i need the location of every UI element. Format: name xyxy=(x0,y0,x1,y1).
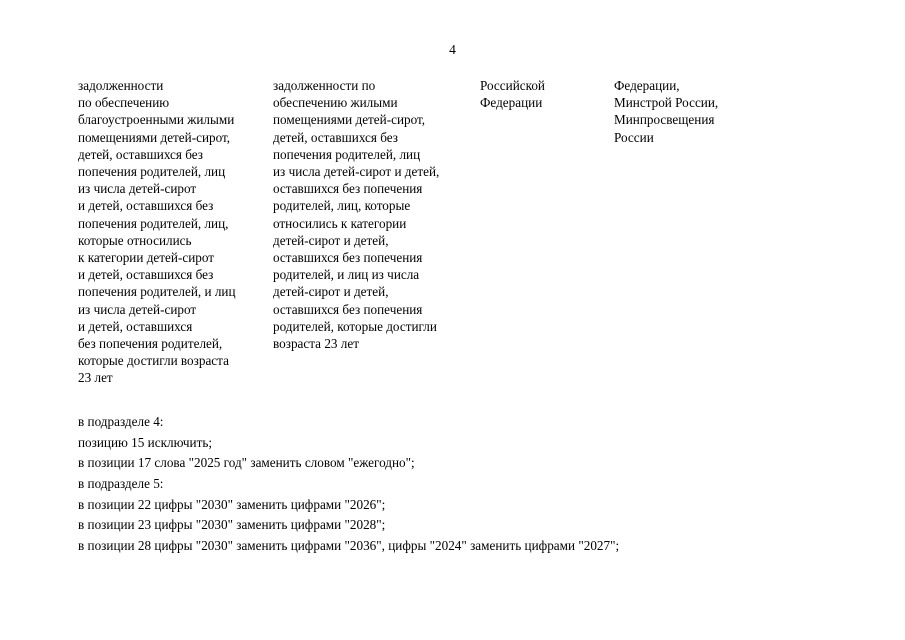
table-cell-indicator: задолженности по обеспечению благоустроенными жилыми помещениями детей-сирот, детей, оставшихся без попечения родителей, лиц из числа детей-сирот и детей, оставшихся без попечения родителей, лиц, которые относились к категории детей-сирот и детей, оставшихся без попечения родителей, и лиц из числа детей-сирот и детей, оставшихся без попечения родителей, которые достигли возраста 23 лет xyxy=(78,78,236,386)
table-cell-responsible: Федерации, Минстрой России, Минпросвещения России xyxy=(614,78,719,145)
table-cell-result: задолженности по обеспечению жилыми помещениями детей-сирот, детей, оставшихся без попечения родителей, лиц из числа детей-сирот и детей, оставшихся без попечения родителей, лиц, которые относились к категории детей-сирот и детей, оставшихся без попечения родителей, и лиц из числа детей-сирот и детей, оставшихся без попечения родителей, которые достигли возраста 23 лет xyxy=(273,78,440,352)
amendment-line: позицию 15 исключить; xyxy=(78,434,213,450)
amendment-line: в позиции 22 цифры "2030" заменить цифрами "2026"; xyxy=(78,496,386,512)
amendment-line: в позиции 17 слова "2025 год" заменить словом "ежегодно"; xyxy=(78,455,415,471)
table-cell-term: Российской Федерации xyxy=(480,78,545,111)
amendment-line: в подразделе 4: xyxy=(78,414,164,429)
amendment-line: в позиции 28 цифры "2030" заменить цифрами "2036", цифры "2024" заменить цифрами "2027"; xyxy=(78,538,620,554)
page-number: 4 xyxy=(449,42,456,57)
amendments-list xyxy=(78,412,878,557)
amendment-line: в подразделе 5: xyxy=(78,476,164,492)
table-row xyxy=(78,77,758,389)
amendment-line: в позиции 23 цифры "2030" заменить цифрами "2028"; xyxy=(78,517,386,533)
